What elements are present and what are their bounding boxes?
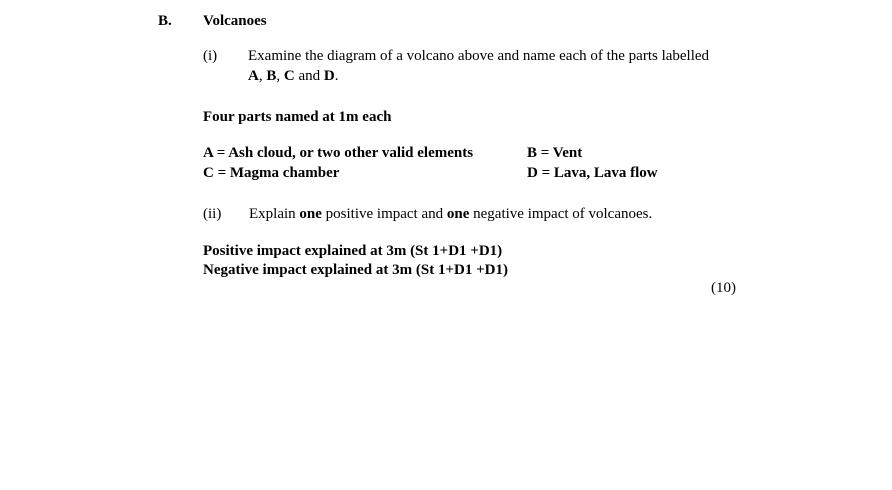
section-title: Volcanoes [203,13,267,29]
answer-c: C = Magma chamber [203,165,340,181]
section-letter: B. [158,13,172,29]
answer-d: D = Lava, Lava flow [527,165,658,181]
marking-scheme-i: Four parts named at 1m each [203,109,392,125]
label-d: D [323,68,335,84]
label-a: A [248,68,259,84]
question-ii-text: Explain one positive impact and one negative impact of volcanoes. [249,206,653,222]
question-i-text-line1: Examine the diagram of a volcano above and name each of the parts labelled [248,48,710,64]
question-i-text-line2: A, B, C and D. [248,68,339,84]
marking-negative: Negative impact explained at 3m (St 1+D1 +D1) [203,262,508,278]
answer-b: B = Vent [527,145,583,161]
question-i-number: (i) [203,48,218,64]
label-b: B [266,68,277,84]
marking-positive: Positive impact explained at 3m (St 1+D1 +D1) [203,243,503,259]
label-c: C [283,68,295,84]
question-ii-number: (ii) [203,206,222,222]
answer-a: A = Ash cloud, or two other valid elements [203,145,474,161]
marks-total: (10) [711,280,736,296]
